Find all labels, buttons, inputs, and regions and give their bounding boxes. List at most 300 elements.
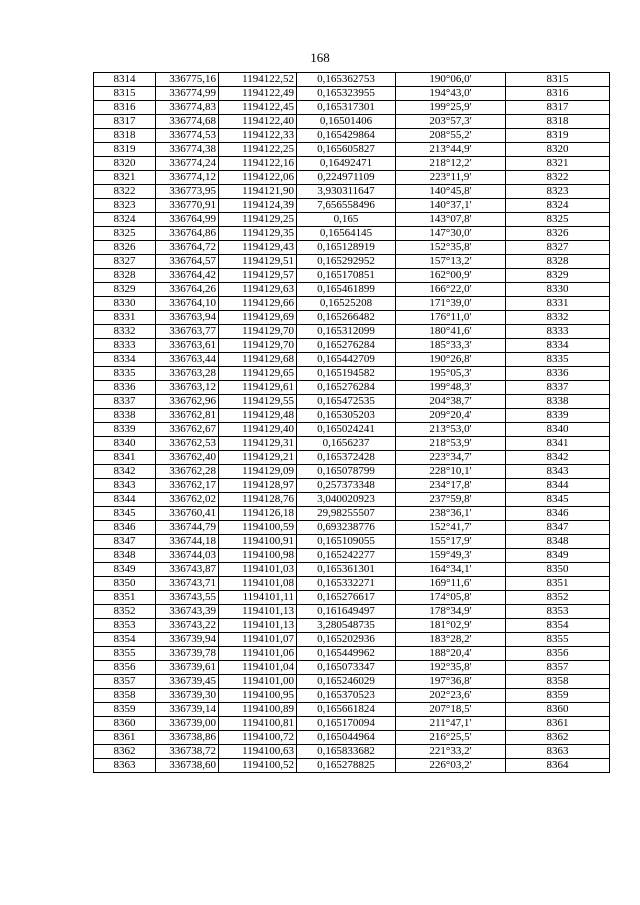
y-coordinate-cell: 1194121,90 (219, 185, 297, 199)
table-row (94, 157, 610, 171)
distance-cell: 0,165278825 (297, 759, 396, 773)
distance-cell: 0,165266482 (297, 311, 396, 325)
point-number-cell: 8321 (94, 171, 156, 185)
distance-cell: 7,656558496 (297, 199, 396, 213)
y-coordinate-cell: 1194122,16 (219, 157, 297, 171)
table-row (94, 745, 610, 759)
table-row (94, 521, 610, 535)
next-point-number-cell: 8335 (506, 353, 610, 367)
next-point-number-cell: 8346 (506, 507, 610, 521)
y-coordinate-cell: 1194129,40 (219, 423, 297, 437)
table-row (94, 619, 610, 633)
distance-cell: 3,930311647 (297, 185, 396, 199)
x-coordinate-cell: 336762,28 (156, 465, 219, 479)
direction-angle-cell: 195°05,3' (396, 367, 506, 381)
direction-angle-cell: 204°38,7' (396, 395, 506, 409)
point-number-cell: 8325 (94, 227, 156, 241)
table-row (94, 661, 610, 675)
coordinates-table (93, 72, 610, 773)
table-row (94, 115, 610, 129)
x-coordinate-cell: 336738,60 (156, 759, 219, 773)
direction-angle-cell: 157°13,2' (396, 255, 506, 269)
direction-angle-cell: 176°11,0' (396, 311, 506, 325)
table-row (94, 563, 610, 577)
direction-angle-cell: 190°06,0' (396, 73, 506, 87)
point-number-cell: 8320 (94, 157, 156, 171)
x-coordinate-cell: 336763,28 (156, 367, 219, 381)
table-row (94, 87, 610, 101)
point-number-cell: 8363 (94, 759, 156, 773)
distance-cell: 0,165 (297, 213, 396, 227)
table-row (94, 311, 610, 325)
next-point-number-cell: 8349 (506, 549, 610, 563)
direction-angle-cell: 199°25,9' (396, 101, 506, 115)
y-coordinate-cell: 1194101,04 (219, 661, 297, 675)
table-row (94, 493, 610, 507)
point-number-cell: 8337 (94, 395, 156, 409)
next-point-number-cell: 8332 (506, 311, 610, 325)
point-number-cell: 8333 (94, 339, 156, 353)
y-coordinate-cell: 1194129,70 (219, 325, 297, 339)
y-coordinate-cell: 1194101,06 (219, 647, 297, 661)
distance-cell: 0,16492471 (297, 157, 396, 171)
y-coordinate-cell: 1194100,59 (219, 521, 297, 535)
distance-cell: 3,280548735 (297, 619, 396, 633)
next-point-number-cell: 8328 (506, 255, 610, 269)
next-point-number-cell: 8339 (506, 409, 610, 423)
y-coordinate-cell: 1194101,11 (219, 591, 297, 605)
distance-cell: 0,165449962 (297, 647, 396, 661)
page-number: 168 (310, 50, 330, 65)
x-coordinate-cell: 336762,81 (156, 409, 219, 423)
point-number-cell: 8360 (94, 717, 156, 731)
direction-angle-cell: 190°26,8' (396, 353, 506, 367)
point-number-cell: 8329 (94, 283, 156, 297)
distance-cell: 0,165170094 (297, 717, 396, 731)
y-coordinate-cell: 1194122,06 (219, 171, 297, 185)
x-coordinate-cell: 336739,30 (156, 689, 219, 703)
distance-cell: 0,16525208 (297, 297, 396, 311)
table-row (94, 731, 610, 745)
table-row (94, 101, 610, 115)
next-point-number-cell: 8326 (506, 227, 610, 241)
next-point-number-cell: 8362 (506, 731, 610, 745)
distance-cell: 0,165024241 (297, 423, 396, 437)
y-coordinate-cell: 1194129,63 (219, 283, 297, 297)
y-coordinate-cell: 1194129,21 (219, 451, 297, 465)
direction-angle-cell: 185°33,3' (396, 339, 506, 353)
direction-angle-cell: 228°10,1' (396, 465, 506, 479)
y-coordinate-cell: 1194129,68 (219, 353, 297, 367)
table-row (94, 381, 610, 395)
distance-cell: 0,165292952 (297, 255, 396, 269)
y-coordinate-cell: 1194100,98 (219, 549, 297, 563)
distance-cell: 0,165372428 (297, 451, 396, 465)
y-coordinate-cell: 1194129,51 (219, 255, 297, 269)
distance-cell: 0,165605827 (297, 143, 396, 157)
direction-angle-cell: 183°28,2' (396, 633, 506, 647)
point-number-cell: 8336 (94, 381, 156, 395)
table-row (94, 367, 610, 381)
x-coordinate-cell: 336739,14 (156, 703, 219, 717)
next-point-number-cell: 8351 (506, 577, 610, 591)
distance-cell: 0,165170851 (297, 269, 396, 283)
table-row (94, 647, 610, 661)
distance-cell: 0,165361301 (297, 563, 396, 577)
direction-angle-cell: 188°20,4' (396, 647, 506, 661)
distance-cell: 0,16501406 (297, 115, 396, 129)
distance-cell: 29,98255507 (297, 507, 396, 521)
x-coordinate-cell: 336774,24 (156, 157, 219, 171)
table-row (94, 479, 610, 493)
point-number-cell: 8345 (94, 507, 156, 521)
x-coordinate-cell: 336744,79 (156, 521, 219, 535)
direction-angle-cell: 152°41,7' (396, 521, 506, 535)
point-number-cell: 8340 (94, 437, 156, 451)
distance-cell: 0,165276617 (297, 591, 396, 605)
y-coordinate-cell: 1194128,76 (219, 493, 297, 507)
table-row (94, 409, 610, 423)
point-number-cell: 8314 (94, 73, 156, 87)
x-coordinate-cell: 336744,18 (156, 535, 219, 549)
direction-angle-cell: 181°02,9' (396, 619, 506, 633)
distance-cell: 0,165044964 (297, 731, 396, 745)
x-coordinate-cell: 336743,22 (156, 619, 219, 633)
y-coordinate-cell: 1194122,45 (219, 101, 297, 115)
point-number-cell: 8358 (94, 689, 156, 703)
next-point-number-cell: 8323 (506, 185, 610, 199)
distance-cell: 0,161649497 (297, 605, 396, 619)
point-number-cell: 8362 (94, 745, 156, 759)
table-row (94, 143, 610, 157)
x-coordinate-cell: 336762,96 (156, 395, 219, 409)
direction-angle-cell: 238°36,1' (396, 507, 506, 521)
point-number-cell: 8319 (94, 143, 156, 157)
x-coordinate-cell: 336762,40 (156, 451, 219, 465)
direction-angle-cell: 223°34,7' (396, 451, 506, 465)
table-row (94, 171, 610, 185)
distance-cell: 0,165246029 (297, 675, 396, 689)
point-number-cell: 8361 (94, 731, 156, 745)
x-coordinate-cell: 336763,12 (156, 381, 219, 395)
table-row (94, 689, 610, 703)
y-coordinate-cell: 1194129,25 (219, 213, 297, 227)
x-coordinate-cell: 336774,38 (156, 143, 219, 157)
x-coordinate-cell: 336762,17 (156, 479, 219, 493)
distance-cell: 0,165109055 (297, 535, 396, 549)
distance-cell: 0,165442709 (297, 353, 396, 367)
next-point-number-cell: 8360 (506, 703, 610, 717)
distance-cell: 0,165461899 (297, 283, 396, 297)
table-row (94, 465, 610, 479)
direction-angle-cell: 143°07,8' (396, 213, 506, 227)
table-row (94, 759, 610, 773)
point-number-cell: 8351 (94, 591, 156, 605)
distance-cell: 0,165242277 (297, 549, 396, 563)
distance-cell: 0,165472535 (297, 395, 396, 409)
point-number-cell: 8357 (94, 675, 156, 689)
next-point-number-cell: 8350 (506, 563, 610, 577)
direction-angle-cell: 178°34,9' (396, 605, 506, 619)
point-number-cell: 8342 (94, 465, 156, 479)
point-number-cell: 8331 (94, 311, 156, 325)
distance-cell: 0,165073347 (297, 661, 396, 675)
table-row (94, 353, 610, 367)
next-point-number-cell: 8341 (506, 437, 610, 451)
next-point-number-cell: 8321 (506, 157, 610, 171)
next-point-number-cell: 8324 (506, 199, 610, 213)
direction-angle-cell: 237°59,8' (396, 493, 506, 507)
x-coordinate-cell: 336763,44 (156, 353, 219, 367)
table-row (94, 395, 610, 409)
direction-angle-cell: 221°33,2' (396, 745, 506, 759)
table-row (94, 535, 610, 549)
x-coordinate-cell: 336763,77 (156, 325, 219, 339)
x-coordinate-cell: 336743,71 (156, 577, 219, 591)
y-coordinate-cell: 1194122,52 (219, 73, 297, 87)
y-coordinate-cell: 1194129,31 (219, 437, 297, 451)
direction-angle-cell: 180°41,6' (396, 325, 506, 339)
direction-angle-cell: 152°35,8' (396, 241, 506, 255)
y-coordinate-cell: 1194100,91 (219, 535, 297, 549)
next-point-number-cell: 8344 (506, 479, 610, 493)
point-number-cell: 8338 (94, 409, 156, 423)
distance-cell: 3,040020923 (297, 493, 396, 507)
distance-cell: 0,165276284 (297, 381, 396, 395)
direction-angle-cell: 162°00,9' (396, 269, 506, 283)
y-coordinate-cell: 1194100,63 (219, 745, 297, 759)
next-point-number-cell: 8327 (506, 241, 610, 255)
x-coordinate-cell: 336738,72 (156, 745, 219, 759)
table-row (94, 283, 610, 297)
point-number-cell: 8315 (94, 87, 156, 101)
y-coordinate-cell: 1194124,39 (219, 199, 297, 213)
point-number-cell: 8323 (94, 199, 156, 213)
table-row (94, 633, 610, 647)
distance-cell: 0,165332271 (297, 577, 396, 591)
x-coordinate-cell: 336739,61 (156, 661, 219, 675)
x-coordinate-cell: 336764,42 (156, 269, 219, 283)
y-coordinate-cell: 1194100,52 (219, 759, 297, 773)
next-point-number-cell: 8343 (506, 465, 610, 479)
distance-cell: 0,165128919 (297, 241, 396, 255)
point-number-cell: 8356 (94, 661, 156, 675)
x-coordinate-cell: 336763,61 (156, 339, 219, 353)
point-number-cell: 8328 (94, 269, 156, 283)
distance-cell: 0,165317301 (297, 101, 396, 115)
table-row (94, 73, 610, 87)
next-point-number-cell: 8352 (506, 591, 610, 605)
next-point-number-cell: 8315 (506, 73, 610, 87)
coordinates-table-body (94, 73, 610, 773)
x-coordinate-cell: 336743,87 (156, 563, 219, 577)
direction-angle-cell: 166°22,0' (396, 283, 506, 297)
point-number-cell: 8349 (94, 563, 156, 577)
distance-cell: 0,165429864 (297, 129, 396, 143)
y-coordinate-cell: 1194101,13 (219, 605, 297, 619)
table-row (94, 507, 610, 521)
table-row (94, 199, 610, 213)
x-coordinate-cell: 336738,86 (156, 731, 219, 745)
distance-cell: 0,165078799 (297, 465, 396, 479)
y-coordinate-cell: 1194101,00 (219, 675, 297, 689)
y-coordinate-cell: 1194129,09 (219, 465, 297, 479)
point-number-cell: 8317 (94, 115, 156, 129)
x-coordinate-cell: 336762,67 (156, 423, 219, 437)
direction-angle-cell: 234°17,8' (396, 479, 506, 493)
direction-angle-cell: 147°30,0' (396, 227, 506, 241)
table-row (94, 423, 610, 437)
distance-cell: 0,165276284 (297, 339, 396, 353)
x-coordinate-cell: 336762,02 (156, 493, 219, 507)
y-coordinate-cell: 1194100,81 (219, 717, 297, 731)
y-coordinate-cell: 1194122,33 (219, 129, 297, 143)
next-point-number-cell: 8337 (506, 381, 610, 395)
y-coordinate-cell: 1194128,97 (219, 479, 297, 493)
y-coordinate-cell: 1194129,65 (219, 367, 297, 381)
point-number-cell: 8332 (94, 325, 156, 339)
y-coordinate-cell: 1194129,57 (219, 269, 297, 283)
next-point-number-cell: 8347 (506, 521, 610, 535)
point-number-cell: 8341 (94, 451, 156, 465)
y-coordinate-cell: 1194129,55 (219, 395, 297, 409)
x-coordinate-cell: 336764,10 (156, 297, 219, 311)
distance-cell: 0,165370523 (297, 689, 396, 703)
point-number-cell: 8350 (94, 577, 156, 591)
next-point-number-cell: 8329 (506, 269, 610, 283)
y-coordinate-cell: 1194101,13 (219, 619, 297, 633)
distance-cell: 0,257373348 (297, 479, 396, 493)
direction-angle-cell: 213°44,9' (396, 143, 506, 157)
x-coordinate-cell: 336774,12 (156, 171, 219, 185)
point-number-cell: 8343 (94, 479, 156, 493)
y-coordinate-cell: 1194101,08 (219, 577, 297, 591)
x-coordinate-cell: 336764,26 (156, 283, 219, 297)
direction-angle-cell: 174°05,8' (396, 591, 506, 605)
next-point-number-cell: 8358 (506, 675, 610, 689)
y-coordinate-cell: 1194100,95 (219, 689, 297, 703)
direction-angle-cell: 199°48,3' (396, 381, 506, 395)
point-number-cell: 8324 (94, 213, 156, 227)
y-coordinate-cell: 1194129,66 (219, 297, 297, 311)
table-row (94, 213, 610, 227)
y-coordinate-cell: 1194129,48 (219, 409, 297, 423)
distance-cell: 0,165362753 (297, 73, 396, 87)
distance-cell: 0,16564145 (297, 227, 396, 241)
x-coordinate-cell: 336763,94 (156, 311, 219, 325)
x-coordinate-cell: 336762,53 (156, 437, 219, 451)
next-point-number-cell: 8345 (506, 493, 610, 507)
y-coordinate-cell: 1194122,49 (219, 87, 297, 101)
direction-angle-cell: 194°43,0' (396, 87, 506, 101)
x-coordinate-cell: 336764,99 (156, 213, 219, 227)
point-number-cell: 8318 (94, 129, 156, 143)
next-point-number-cell: 8354 (506, 619, 610, 633)
table-row (94, 577, 610, 591)
x-coordinate-cell: 336743,39 (156, 605, 219, 619)
x-coordinate-cell: 336764,86 (156, 227, 219, 241)
direction-angle-cell: 155°17,9' (396, 535, 506, 549)
direction-angle-cell: 207°18,5' (396, 703, 506, 717)
next-point-number-cell: 8342 (506, 451, 610, 465)
y-coordinate-cell: 1194129,69 (219, 311, 297, 325)
distance-cell: 0,165202936 (297, 633, 396, 647)
x-coordinate-cell: 336764,57 (156, 255, 219, 269)
direction-angle-cell: 218°53,9' (396, 437, 506, 451)
direction-angle-cell: 209°20,4' (396, 409, 506, 423)
x-coordinate-cell: 336739,45 (156, 675, 219, 689)
next-point-number-cell: 8318 (506, 115, 610, 129)
direction-angle-cell: 202°23,6' (396, 689, 506, 703)
y-coordinate-cell: 1194101,03 (219, 563, 297, 577)
table-row (94, 297, 610, 311)
table-row (94, 129, 610, 143)
table-row (94, 437, 610, 451)
table-row (94, 325, 610, 339)
distance-cell: 0,165312099 (297, 325, 396, 339)
table-row (94, 703, 610, 717)
next-point-number-cell: 8331 (506, 297, 610, 311)
distance-cell: 0,165305203 (297, 409, 396, 423)
point-number-cell: 8339 (94, 423, 156, 437)
next-point-number-cell: 8348 (506, 535, 610, 549)
direction-angle-cell: 211°47,1' (396, 717, 506, 731)
distance-cell: 0,165661824 (297, 703, 396, 717)
x-coordinate-cell: 336764,72 (156, 241, 219, 255)
point-number-cell: 8326 (94, 241, 156, 255)
next-point-number-cell: 8361 (506, 717, 610, 731)
next-point-number-cell: 8319 (506, 129, 610, 143)
y-coordinate-cell: 1194101,07 (219, 633, 297, 647)
y-coordinate-cell: 1194100,89 (219, 703, 297, 717)
next-point-number-cell: 8340 (506, 423, 610, 437)
y-coordinate-cell: 1194100,72 (219, 731, 297, 745)
point-number-cell: 8355 (94, 647, 156, 661)
direction-angle-cell: 140°37,1' (396, 199, 506, 213)
table-row (94, 717, 610, 731)
table-row (94, 339, 610, 353)
next-point-number-cell: 8330 (506, 283, 610, 297)
direction-angle-cell: 203°57,3' (396, 115, 506, 129)
direction-angle-cell: 208°55,2' (396, 129, 506, 143)
distance-cell: 0,693238776 (297, 521, 396, 535)
x-coordinate-cell: 336775,16 (156, 73, 219, 87)
x-coordinate-cell: 336773,95 (156, 185, 219, 199)
next-point-number-cell: 8336 (506, 367, 610, 381)
direction-angle-cell: 226°03,2' (396, 759, 506, 773)
point-number-cell: 8316 (94, 101, 156, 115)
table-row (94, 227, 610, 241)
next-point-number-cell: 8320 (506, 143, 610, 157)
next-point-number-cell: 8333 (506, 325, 610, 339)
table-row (94, 591, 610, 605)
point-number-cell: 8335 (94, 367, 156, 381)
next-point-number-cell: 8355 (506, 633, 610, 647)
table-row (94, 605, 610, 619)
point-number-cell: 8353 (94, 619, 156, 633)
direction-angle-cell: 140°45,8' (396, 185, 506, 199)
x-coordinate-cell: 336774,83 (156, 101, 219, 115)
table-row (94, 675, 610, 689)
direction-angle-cell: 223°11,9' (396, 171, 506, 185)
direction-angle-cell: 197°36,8' (396, 675, 506, 689)
x-coordinate-cell: 336774,53 (156, 129, 219, 143)
x-coordinate-cell: 336744,03 (156, 549, 219, 563)
table-row (94, 255, 610, 269)
next-point-number-cell: 8322 (506, 171, 610, 185)
direction-angle-cell: 164°34,1' (396, 563, 506, 577)
y-coordinate-cell: 1194129,61 (219, 381, 297, 395)
